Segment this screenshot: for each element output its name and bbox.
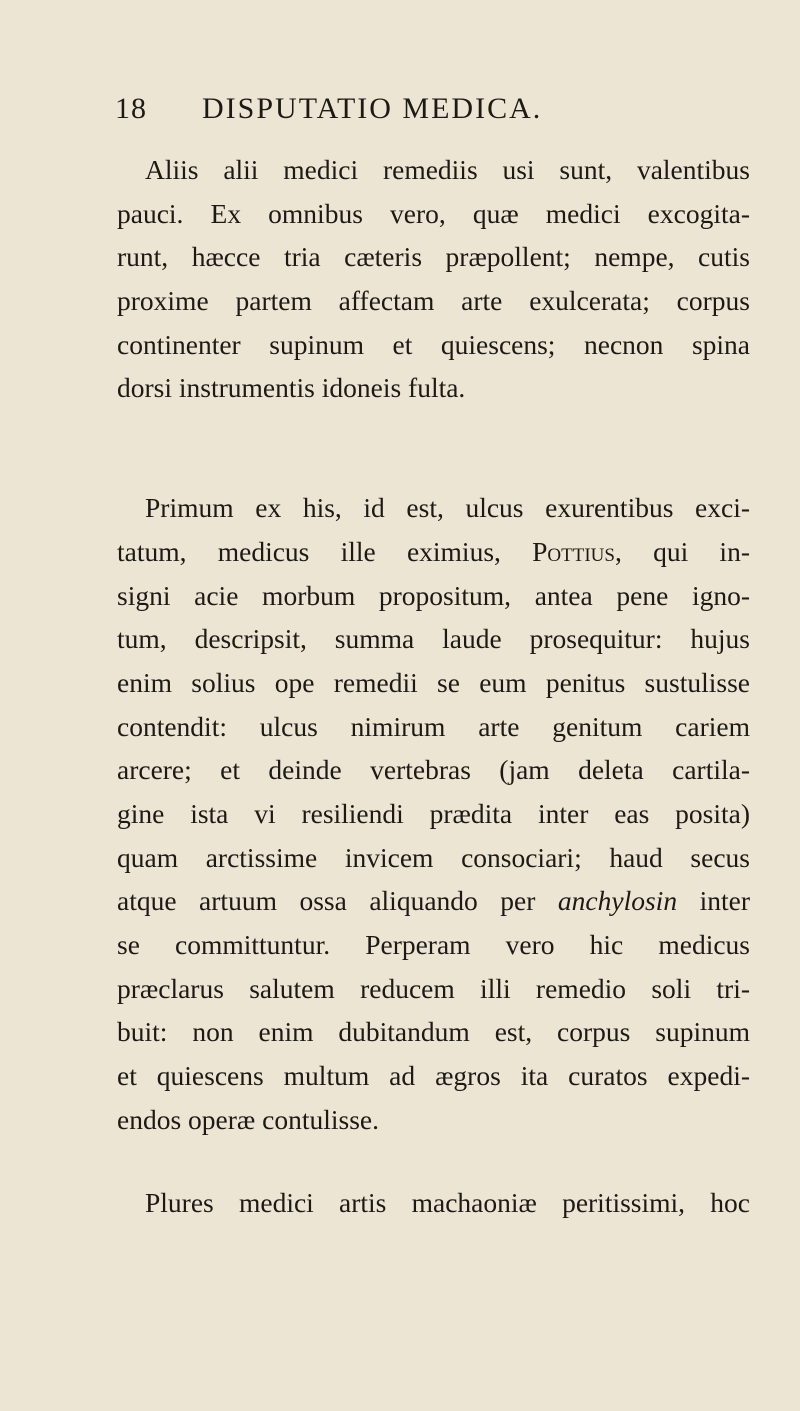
text-fragment: , qui in- (614, 535, 750, 567)
text-fragment: inter (677, 885, 750, 917)
text-line: et quiescens multum ad ægros ita curatos expedi- (117, 1060, 750, 1092)
text-line: proxime partem affectam arte exulcerata; corpus (117, 285, 750, 317)
author-name: Pottius (532, 535, 615, 567)
text-line: endos operæ contulisse. (117, 1103, 379, 1135)
text-line (117, 530, 750, 574)
text-line: gine ista vi resiliendi prædita inter eas posita) (117, 797, 750, 829)
italic-term: anchylosin (557, 885, 678, 917)
running-head: DISPUTATIO MEDICA. (202, 92, 543, 125)
text-line: dorsi instrumentis idoneis fulta. (117, 372, 466, 404)
text-line: continenter supinum et quiescens; necnon spina (117, 328, 750, 360)
text-line: arcere; et deinde vertebras (jam deleta cartila- (117, 754, 750, 786)
text-line: Primum ex his, id est, ulcus exurentibus exci- (145, 492, 750, 524)
page-header (115, 92, 675, 132)
text-line: pauci. Ex omnibus vero, quæ medici excogita- (117, 197, 750, 229)
text-line: se committuntur. Perperam vero hic medicus (117, 929, 750, 960)
text-line: tum, descripsit, summa laude prosequitur: hujus (117, 623, 750, 655)
body-text (117, 148, 750, 1225)
text-line: Aliis alii medici remediis usi sunt, valentibus (145, 154, 750, 185)
text-line: enim solius ope remedii se eum penitus sustulisse (117, 666, 750, 698)
text-fragment: tatum, medicus ille eximius, (117, 535, 533, 567)
text-line: signi acie morbum propositum, antea pene igno- (117, 579, 750, 611)
paragraph (117, 486, 750, 1141)
text-line (117, 879, 750, 923)
text-line: Plures medici artis machaoniæ peritissimi, hoc (145, 1187, 750, 1219)
text-line: buit: non enim dubitandum est, corpus supinum (117, 1016, 750, 1048)
text-fragment: atque artuum ossa aliquando per (117, 885, 558, 917)
text-line: præclarus salutem reducem illi remedio soli tri- (117, 972, 750, 1004)
page-number: 18 (115, 92, 147, 125)
paragraph (117, 1181, 750, 1225)
text-line: contendit: ulcus nimirum arte genitum cariem (117, 710, 750, 742)
paragraph (117, 148, 750, 410)
text-line: quam arctissime invicem consociari; haud secus (117, 841, 750, 873)
text-line: runt, hæcce tria cæteris præpollent; nempe, cutis (117, 241, 750, 273)
